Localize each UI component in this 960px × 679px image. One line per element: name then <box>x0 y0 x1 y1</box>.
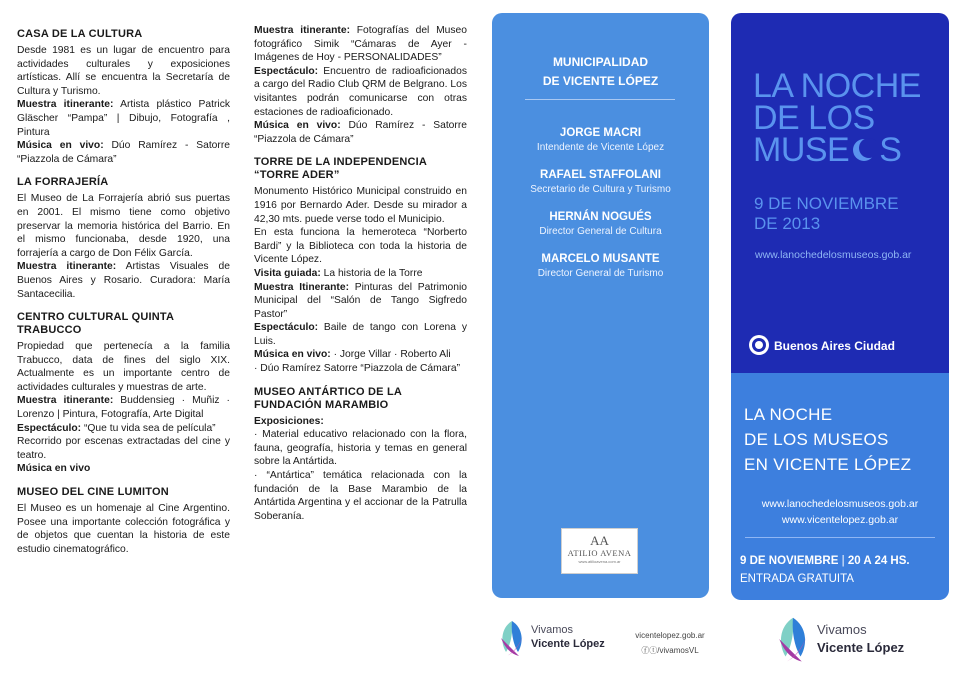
quinta-trabucco-recorrido: Recorrido por escenas extractadas del cine y teatro. <box>17 436 230 461</box>
quinta-trabucco-title: CENTRO CULTURAL QUINTA TRABUCCO <box>17 311 174 337</box>
quinta-trabucco-musica: Música en vivo <box>17 463 91 475</box>
torre-ader-itinerante: Muestra Itinerante: Pinturas del Patrimonio Municipal del “Salón de Tango Sigfredo Pastor” <box>254 281 467 320</box>
cine-lumiton-title: MUSEO DEL CINE LUMITON <box>17 486 169 499</box>
casa-cultura-text: Desde 1981 es un lugar de encuentro para actividades culturales y exposiciones artísticas. Allí se encuentra la Secretaría de Cultura y Turismo. <box>17 45 230 97</box>
lumiton-musica: Música en vivo: Dúo Ramírez - Satorre “Piazzola de Cámara” <box>254 120 467 145</box>
forrajeria-text: El Museo de La Forrajería abrió sus puertas en 2001. El mismo tiene como objetivo preservar la memoria histórica del Barrio. En el mismo funcionaba, desde 1920, una forrajería a cargo de Don Félix García. <box>17 193 230 259</box>
casa-cultura-title: CASA DE LA CULTURA <box>17 28 143 40</box>
torre-ader-visita: Visita guiada: La historia de la Torre <box>254 267 423 279</box>
torre-ader-text-2: En esta funciona la hemeroteca “Norberto Bardi” y la Biblioteca con toda la historia de Vicente López. <box>254 227 467 266</box>
quinta-trabucco-text: Propiedad que pertenecía a la familia Trabucco, data de fines del siglo XIX. Actualmente es un importante centro de actividades culturales y muestras de arte. <box>17 341 230 393</box>
vivamos-logo-icon <box>497 618 527 658</box>
urls-divider <box>745 537 935 538</box>
casa-cultura-itinerante: Muestra itinerante: Artista plástico Patrick Gläscher “Pampa” | Dibujo, Fotografía , Pintura <box>17 99 231 138</box>
cine-lumiton-text: El Museo es un homenaje al Cine Argentino. Posee una importante colección fotográfica y de objetos que cuentan la historia de este estudio cinematográfico. <box>17 503 230 555</box>
municipalidad-panel <box>492 13 709 598</box>
torre-ader-title: TORRE DE LA INDEPENDENCIA “TORRE ADER” <box>254 156 427 182</box>
forrajeria-title: LA FORRAJERÍA <box>17 176 109 189</box>
vivamos-logo-icon <box>773 614 813 664</box>
atilio-avena-logo: AA ATILIO AVENA www.atilioavena.com.ar <box>561 528 638 574</box>
official-item: MARCELO MUSANTE Director General de Turismo <box>537 253 664 279</box>
museo-antartico-title: MUSEO ANTÁRTICO DE LA FUNDACIÓN MARAMBIO <box>254 385 402 411</box>
quinta-trabucco-itinerante: Muestra itinerante: Buddensieg · Muñiz · Lorenzo | Pintura, Fotografía, Arte Digital <box>17 395 230 421</box>
moon-icon <box>852 136 876 164</box>
cover-date: 9 DE NOVIEMBRE DE 2013 <box>754 194 899 233</box>
torre-ader-text-1: Monumento Histórico Municipal construido en 1916 por Bernardo Ader. Desde su mirador a 42,30 mts. puede verse todo el Municipio. <box>254 186 467 225</box>
torre-ader-musica-2: · Dúo Ramírez Satorre “Piazzola de Cámara” <box>254 363 461 375</box>
quinta-trabucco-espectaculo: Espectáculo: “Que tu vida sea de película” <box>17 422 216 434</box>
vivamos-vicente-lopez-logo: Vivamos Vicente López <box>773 614 933 664</box>
official-item: HERNÁN NOGUÉS Director General de Cultura <box>539 211 662 237</box>
event-title: LA NOCHE DE LOS MUSEOS EN VICENTE LÓPEZ <box>744 405 912 474</box>
ba-seal-icon <box>748 334 770 356</box>
lumiton-espectaculo: Espectáculo: Encuentro de radioaficionados a cargo del Radio Club QRM de Belgrano. Los visitantes podrán comunicarse con otras estaciones de radioaficionado. <box>254 65 467 118</box>
museo-antartico-expo-label: Exposiciones: <box>254 415 324 427</box>
municipalidad-heading: MUNICIPALIDAD DE VICENTE LÓPEZ <box>542 55 659 88</box>
event-schedule: 9 DE NOVIEMBRE | 20 A 24 HS. ENTRADA GRATUITA <box>740 555 910 585</box>
event-urls: www.lanochedelosmuseos.gob.ar www.vicentelopez.gob.ar <box>761 498 919 526</box>
museo-antartico-item-2: · “Antártica” temática relacionada con la fundación de la Base Marambio de la Antártida Argentina y el accionar de la Patrulla Soberanía. <box>254 470 467 522</box>
vivamos-vicente-lopez-logo-small: Vivamos Vicente López <box>497 618 617 660</box>
cover-url: www.lanochedelosmuseos.gob.ar <box>755 249 912 261</box>
contact-info: vicentelopez.gob.ar ⓕⓣ/vivamosVL <box>635 631 705 655</box>
casa-cultura-musica: Música en vivo: Dúo Ramírez - Satorre “Piazzola de Cámara” <box>17 140 230 165</box>
lumiton-itinerante: Muestra itinerante: Fotografías del Museo fotográfico Simik “Cámaras de Ayer - Imágenes de Hoy - PERSONALIDADES” <box>254 25 467 64</box>
column-1 <box>17 24 230 556</box>
museo-antartico-item-1: · Material educativo relacionado con la flora, fauna, geografía, historia y temas en general sobre la Antártida. <box>254 429 467 468</box>
column-2 <box>254 24 467 523</box>
buenos-aires-ciudad-logo: Buenos Aires Ciudad <box>748 334 938 356</box>
torre-ader-espectaculo: Espectáculo: Baile de tango con Lorena y Luis. <box>254 322 467 347</box>
officials-list <box>492 125 709 293</box>
official-item: JORGE MACRI Intendente de Vicente López <box>536 127 665 153</box>
torre-ader-musica: Música en vivo: · Jorge Villar · Roberto Ali <box>254 349 451 361</box>
forrajeria-itinerante: Muestra itinerante: Artistas Visuales de Buenos Aires y Rosario. Curadora: María Santacecilia. <box>17 261 230 300</box>
cover-title: LA NOCHE DE LOS MUSE S <box>753 67 921 169</box>
official-item: RAFAEL STAFFOLANI Secretario de Cultura y Turismo <box>530 169 671 195</box>
heading-divider <box>525 99 675 100</box>
